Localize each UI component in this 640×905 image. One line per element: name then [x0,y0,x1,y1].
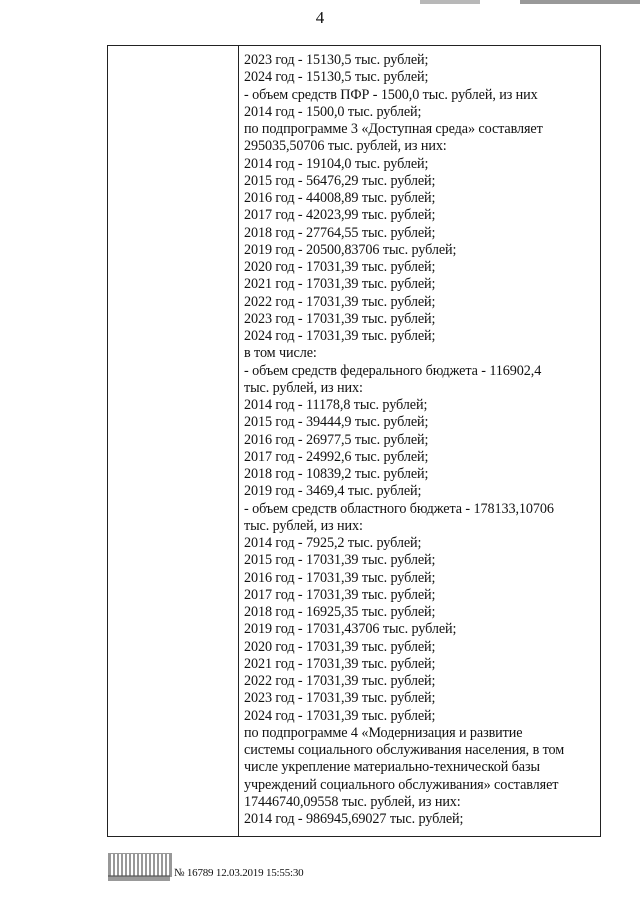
table-content [244,52,596,828]
text-line: по подпрограмме 4 «Модернизация и развитие [244,724,523,741]
text-line: 2021 год - 17031,39 тыс. рублей; [244,655,436,672]
text-line: 2022 год - 17031,39 тыс. рублей; [244,673,436,689]
text-line: 2019 год - 17031,43706 тыс. рублей; [244,621,457,638]
scan-artifact [520,0,640,4]
text-line: - объем средств ПФР - 1500,0 тыс. рублей, из них [244,86,538,103]
text-line: 2020 год - 17031,39 тыс. рублей; [244,638,436,655]
text-line: 2014 год - 986945,69027 тыс. рублей; [244,811,464,827]
text-line: 2023 год - 17031,39 тыс. рублей; [244,310,436,327]
text-line: 2019 год - 3469,4 тыс. рублей; [244,483,422,500]
text-line: 2014 год - 1500,0 тыс. рублей; [244,103,422,120]
text-line: 2015 год - 17031,39 тыс. рублей; [244,552,436,569]
text-line: 2018 год - 10839,2 тыс. рублей; [244,466,429,482]
footer [108,853,468,883]
text-line: в том числе: [244,345,317,362]
text-line: 2014 год - 19104,0 тыс. рублей; [244,155,429,172]
text-line: 2016 год - 44008,89 тыс. рублей; [244,190,436,206]
stamp-label [108,875,170,881]
text-line: тыс. рублей, из них: [244,517,363,534]
text-line: 295035,50706 тыс. рублей, из них: [244,138,447,155]
text-line: 2016 год - 17031,39 тыс. рублей; [244,569,436,586]
text-line: 2018 год - 16925,35 тыс. рублей; [244,604,436,620]
text-line: тыс. рублей, из них: [244,379,363,396]
text-line: - объем средств областного бюджета - 178133,10706 [244,500,554,517]
text-line: 2017 год - 42023,99 тыс. рублей; [244,207,436,224]
text-line: 2016 год - 26977,5 тыс. рублей; [244,431,429,448]
text-line: 2019 год - 20500,83706 тыс. рублей; [244,241,457,258]
text-line: 2015 год - 39444,9 тыс. рублей; [244,414,429,431]
text-line: системы социального обслуживания населения, в том [244,742,565,758]
text-line: 2014 год - 11178,8 тыс. рублей; [244,397,428,413]
text-line: 2017 год - 24992,6 тыс. рублей; [244,448,429,465]
text-line: 2015 год - 56476,29 тыс. рублей; [244,172,436,189]
text-line: 2024 год - 15130,5 тыс. рублей; [244,69,429,86]
column-divider [238,46,239,836]
scan-artifact [420,0,480,4]
text-line: 2017 год - 17031,39 тыс. рублей; [244,586,436,603]
text-line: 2022 год - 17031,39 тыс. рублей; [244,293,436,310]
text-line: 2023 год - 15130,5 тыс. рублей; [244,52,429,68]
text-line: 2018 год - 27764,55 тыс. рублей; [244,224,436,241]
text-line: 2021 год - 17031,39 тыс. рублей; [244,276,436,293]
text-line: учреждений социального обслуживания» составляет [244,776,559,793]
text-line: 2020 год - 17031,39 тыс. рублей; [244,259,436,275]
text-line: 2024 год - 17031,39 тыс. рублей; [244,328,436,344]
text-line: 2024 год - 17031,39 тыс. рублей; [244,707,436,724]
text-line: числе укрепление материально-технической базы [244,759,540,776]
text-line: по подпрограмме 3 «Доступная среда» составляет [244,121,543,137]
text-line: 17446740,09558 тыс. рублей, из них: [244,793,461,810]
text-line: 2023 год - 17031,39 тыс. рублей; [244,690,436,707]
text-line: - объем средств федерального бюджета - 116902,4 [244,362,542,379]
stamp-barcode [108,853,172,877]
document-table [107,45,601,837]
page-number: 4 [315,8,325,27]
text-line: 2014 год - 7925,2 тыс. рублей; [244,535,422,551]
registration-number: № 16789 12.03.2019 15:55:30 [174,867,304,879]
